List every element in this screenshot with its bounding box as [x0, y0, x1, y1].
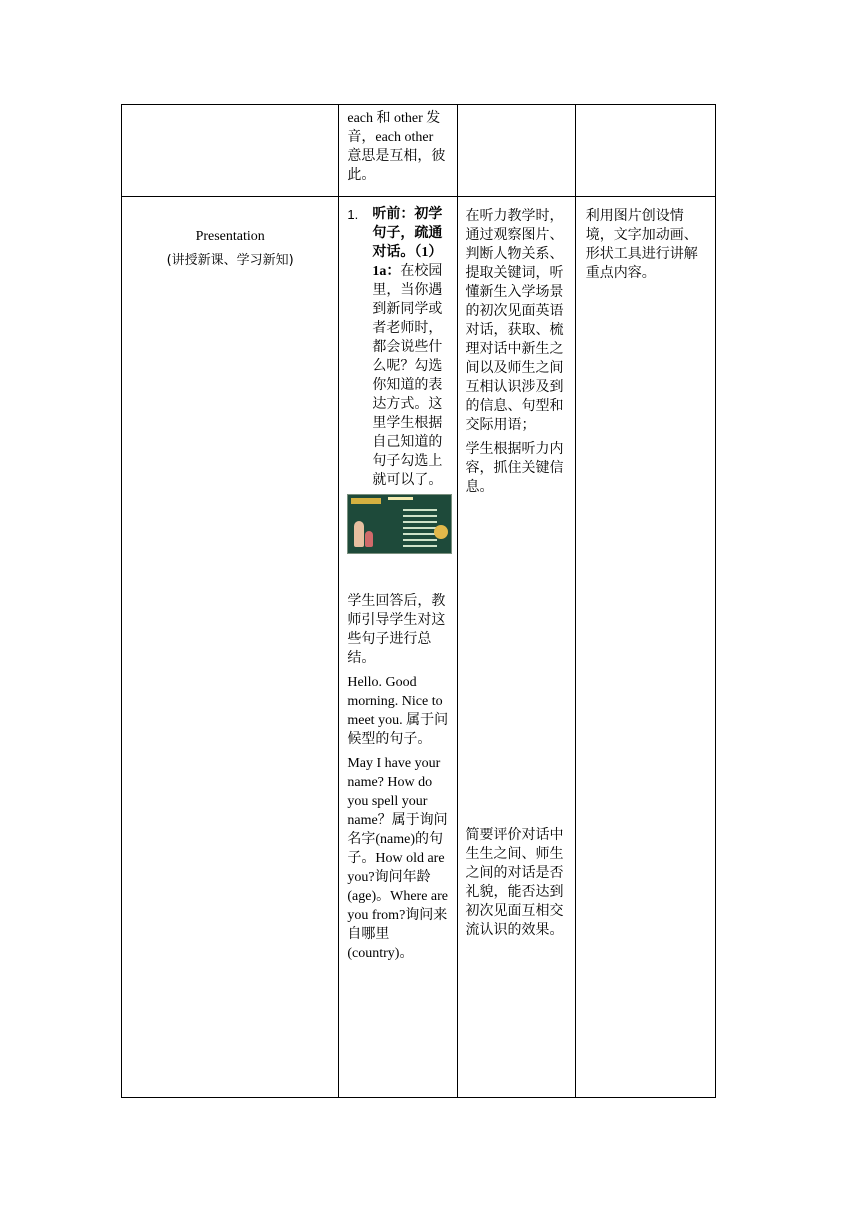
table-cell-stage-empty: [122, 105, 339, 197]
media-note-paragraph: 利用图片创设情境，文字加动画、形状工具进行讲解重点内容。: [585, 209, 698, 281]
slide-thumbnail-image: [347, 494, 452, 554]
key-info-paragraph: 学生根据听力内容，抓住关键信息。: [465, 442, 564, 495]
greeting-paragraph: Hello. Good morning. Nice to meet you. 属于问候型的句子。: [347, 675, 449, 747]
summary-paragraph: 学生回答后，教师引导学生对这些句子进行总结。: [347, 594, 446, 666]
table-row: [122, 197, 716, 1098]
listening-goal-paragraph: 在听力教学时，通过观察图片、判断人物关系、提取关键词，听懂新生入学场景的初次见面英语对话，获取、梳理对话中新生之间以及师生之间互相认识涉及到的信息、句型和交际用语；: [465, 209, 564, 433]
table-cell-activity: [339, 105, 457, 197]
lesson-plan-table: [121, 104, 716, 1098]
evaluation-paragraph: 简要评价对话中生生之间、师生之间的对话是否礼貌，能否达到初次见面互相交流认识的效果。: [465, 828, 564, 938]
each-other-note: each 和 other 发音，each other 意思是互相，彼此。: [347, 111, 446, 183]
stage-title-en: Presentation: [195, 229, 265, 244]
table-cell-intent-empty: [457, 105, 575, 197]
step-number: 1.: [347, 207, 359, 222]
table-cell-activity: [339, 197, 457, 1098]
table-cell-media: [575, 197, 715, 1098]
stage-title-zh: (讲授新课、学习新知): [166, 253, 294, 268]
table-row: [122, 105, 716, 197]
numbered-step: [339, 197, 456, 490]
step-text: 在校园里，当你遇到新同学或者老师时，都会说些什么呢？勾选你知道的表达方式。这里学生根据自己知道的句子勾选上就可以了。: [372, 264, 443, 488]
table-cell-intent: [457, 197, 575, 1098]
name-age-country-paragraph: May I have your name? How do you spell your name？属于询问名字(name)的句子。How old are you?询问年龄(age)。Where are you from?询问来自哪里(country)。: [347, 756, 449, 961]
table-cell-stage: [122, 197, 339, 1098]
table-cell-media-empty: [575, 105, 715, 197]
step-heading: 听前：初学句子，疏通对话。（1）1a：: [372, 207, 443, 279]
